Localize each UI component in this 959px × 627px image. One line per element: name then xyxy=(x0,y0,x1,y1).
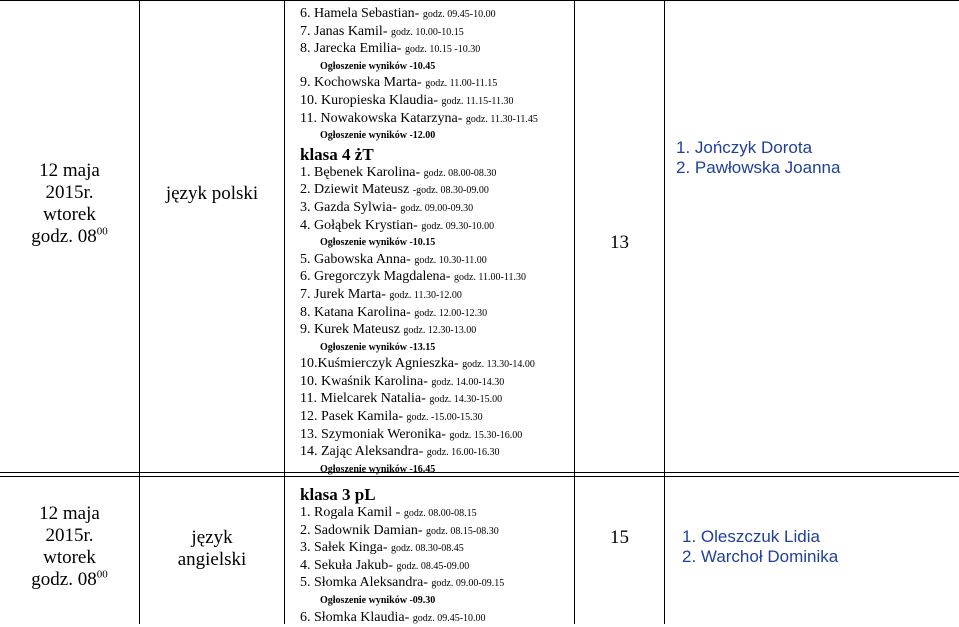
exam-time: godz. 15.30-16.00 xyxy=(449,429,523,441)
student-name: 6. Gregorczyk Magdalena- xyxy=(300,269,451,285)
results-announcement: Ogłoszenie wyników -12.00 xyxy=(320,130,436,142)
exam-time: godz. 16.00-16.30 xyxy=(426,447,500,459)
list-item xyxy=(300,322,538,340)
subject-name: język polski xyxy=(165,183,259,204)
exam-time: godz. 12.00-12.30 xyxy=(414,307,488,319)
committee-list xyxy=(682,527,959,567)
list-item xyxy=(300,6,538,24)
committee-member: 1. Oleszczuk Lidia xyxy=(682,527,820,546)
room-number: 15 xyxy=(610,527,629,548)
list-item xyxy=(300,558,504,576)
list-item xyxy=(300,610,504,627)
student-name: 9. Kurek Mateusz xyxy=(300,322,400,338)
room-cell xyxy=(575,527,664,549)
list-item xyxy=(300,356,538,374)
start-time: godz. $08^{00}$ xyxy=(31,225,108,247)
list-item xyxy=(300,374,538,392)
exam-time: godz. 13.30-14.00 xyxy=(462,359,535,371)
student-name: 6. Hamela Sebastian- xyxy=(300,6,420,21)
results-announcement: Ogłoszenie wyników -13.15 xyxy=(320,341,436,353)
class-heading: klasa 3 pL xyxy=(300,485,376,504)
list-item xyxy=(300,575,504,593)
student-name: 7. Jurek Marta- xyxy=(300,286,386,302)
exam-time: godz. -15.00-15.30 xyxy=(406,412,483,424)
exam-time: godz. 10.15 -10.30 xyxy=(404,44,481,56)
student-name: 10.Kuśmierczyk Agnieszka- xyxy=(300,356,459,372)
student-name: 10. Kuropieska Klaudia- xyxy=(300,92,439,108)
committee-list xyxy=(676,138,959,178)
student-name: 13. Szymoniak Weronika- xyxy=(300,426,446,442)
list-item xyxy=(300,75,538,93)
start-time: godz. $08^{00}$ xyxy=(31,568,108,590)
exam-time: godz. 10.00-10.15 xyxy=(390,26,464,38)
exam-time: godz. 08.15-08.30 xyxy=(425,525,499,537)
exam-time: godz. 08.30-08.45 xyxy=(390,543,464,555)
exam-time: godz. 08.00-08.30 xyxy=(423,167,497,179)
list-item xyxy=(300,182,538,200)
results-announcement: Ogłoszenie wyników -10.15 xyxy=(320,237,436,249)
committee-member: 1. Jończyk Dorota xyxy=(676,138,813,157)
exam-time: godz. 09.45-10.00 xyxy=(412,612,486,624)
exam-time: godz. 09.00-09.15 xyxy=(431,578,505,590)
exam-date-cell xyxy=(0,160,139,248)
student-name: 5. Gabowska Anna- xyxy=(300,251,411,267)
results-announcement: Ogłoszenie wyników -09.30 xyxy=(320,594,436,606)
student-name: 10. Kwaśnik Karolina- xyxy=(300,373,428,389)
committee-member: 2. Pawłowska Joanna xyxy=(676,158,841,177)
exam-time: godz. 09.30-10.00 xyxy=(421,220,495,232)
list-item xyxy=(300,409,538,427)
list-item xyxy=(300,41,538,59)
student-name: 8. Jarecka Emilia- xyxy=(300,41,402,57)
list-item xyxy=(300,269,538,287)
student-name: 2. Dziewit Mateusz xyxy=(300,182,410,198)
committee-member: 2. Warchoł Dominika xyxy=(682,547,839,566)
exam-time: godz. 09.00-09.30 xyxy=(400,202,474,214)
subject-name: język xyxy=(191,527,233,548)
column-divider xyxy=(664,0,665,624)
list-item xyxy=(300,305,538,323)
list-item xyxy=(300,427,538,445)
class-heading: klasa 4 żT xyxy=(300,144,374,164)
date-line: wtorek xyxy=(43,547,96,568)
exam-time: godz. 11.00-11.30 xyxy=(453,272,526,284)
exam-time: -godz. 08.30-09.00 xyxy=(412,185,489,197)
student-name: 12. Pasek Kamila- xyxy=(300,409,404,425)
student-name: 2. Sadownik Damian- xyxy=(300,522,423,538)
list-item xyxy=(300,505,504,523)
student-name: 4. Sekuła Jakub- xyxy=(300,557,393,573)
student-name: 8. Katana Karolina- xyxy=(300,304,411,320)
list-item xyxy=(300,111,538,129)
exam-date-cell xyxy=(0,503,139,591)
list-item xyxy=(300,218,538,236)
date-line: 2015r. xyxy=(45,525,94,546)
student-name: 11. Nowakowska Katarzyna- xyxy=(300,110,463,126)
date-line: wtorek xyxy=(43,204,96,225)
student-list xyxy=(300,485,504,627)
student-name: 4. Gołąbek Krystian- xyxy=(300,217,418,233)
student-name: 5. Słomka Aleksandra- xyxy=(300,575,428,591)
results-announcement: Ogłoszenie wyników -10.45 xyxy=(320,60,436,72)
student-name: 3. Sałek Kinga- xyxy=(300,540,388,556)
exam-time: godz. 14.30-15.00 xyxy=(429,394,503,406)
student-name: 1. Bębenek Karolina- xyxy=(300,164,421,180)
list-item xyxy=(300,24,538,42)
date-line: 12 maja xyxy=(39,503,100,524)
exam-time: godz. 11.15-11.30 xyxy=(441,95,514,107)
exam-time: godz. 11.30-12.00 xyxy=(389,289,462,301)
exam-time: godz. 08.45-09.00 xyxy=(396,560,470,572)
exam-time: godz. 11.30-11.45 xyxy=(465,113,538,125)
list-item xyxy=(300,444,538,462)
student-list xyxy=(300,6,538,478)
room-cell xyxy=(575,232,664,254)
list-item xyxy=(300,200,538,218)
student-name: 9. Kochowska Marta- xyxy=(300,75,422,91)
date-line: 12 maja xyxy=(39,160,100,181)
room-number: 13 xyxy=(610,232,629,253)
list-item xyxy=(300,93,538,111)
student-name: 6. Słomka Klaudia- xyxy=(300,609,410,625)
student-name: 7. Janas Kamil- xyxy=(300,23,388,39)
list-item xyxy=(300,540,504,558)
student-name: 1. Rogala Kamil - xyxy=(300,505,401,520)
student-name: 3. Gazda Sylwia- xyxy=(300,199,397,215)
table-top-border xyxy=(0,0,959,1)
list-item xyxy=(300,287,538,305)
exam-time: godz. 11.00-11.15 xyxy=(425,78,498,90)
subject-cell xyxy=(140,527,284,571)
student-name: 14. Zając Aleksandra- xyxy=(300,444,424,460)
results-announcement: Ogłoszenie wyników -16.45 xyxy=(320,463,436,475)
list-item xyxy=(300,252,538,270)
exam-time: godz. 12.30-13.00 xyxy=(403,325,477,337)
subject-cell xyxy=(140,183,284,205)
subject-name: angielski xyxy=(177,549,247,570)
student-name: 11. Mielcarek Natalia- xyxy=(300,391,426,407)
exam-time: godz. 10.30-11.00 xyxy=(414,254,487,266)
column-divider xyxy=(284,0,285,624)
list-item xyxy=(300,391,538,409)
exam-time: godz. 14.00-14.30 xyxy=(431,376,505,388)
list-item xyxy=(300,523,504,541)
exam-time: godz. 08.00-08.15 xyxy=(403,508,477,519)
exam-time: godz. 09.45-10.00 xyxy=(422,9,496,20)
list-item xyxy=(300,165,538,183)
date-line: 2015r. xyxy=(45,182,94,203)
